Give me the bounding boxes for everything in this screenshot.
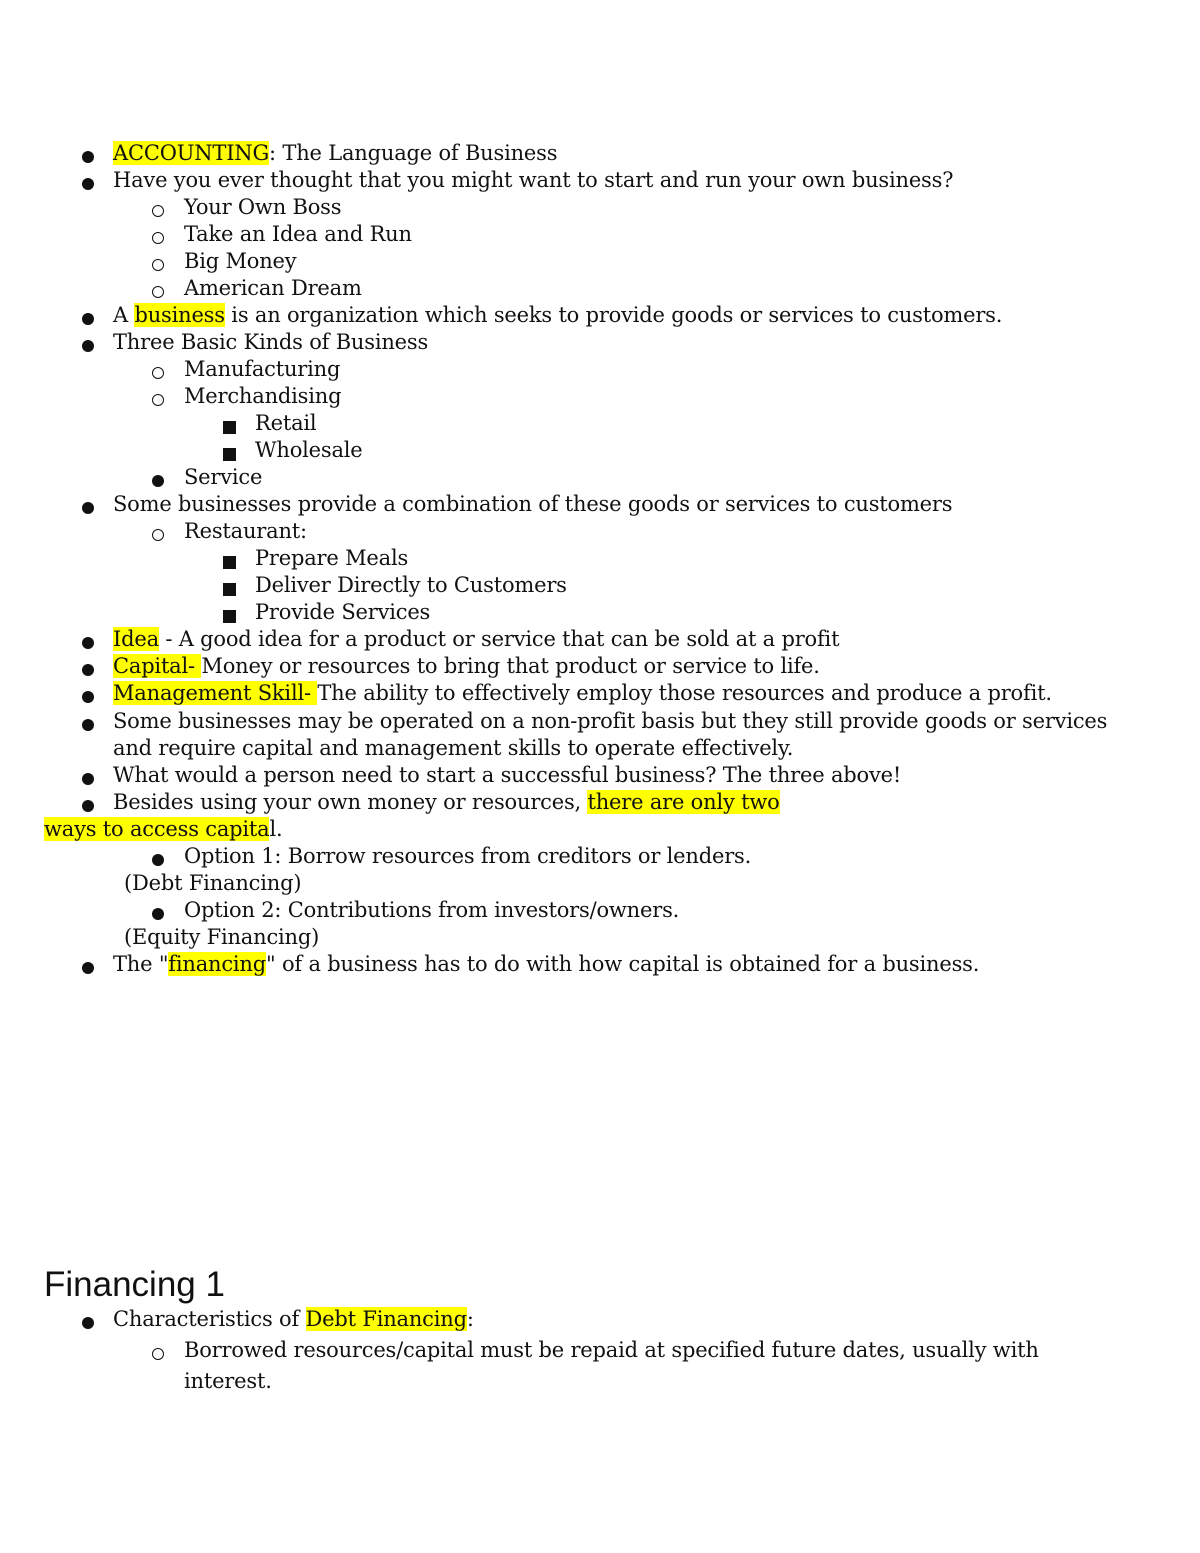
- bullet-disc-icon: [82, 502, 94, 514]
- bullet-circle-icon: [152, 205, 164, 217]
- highlight-capital: Capital-: [113, 654, 202, 678]
- bullet-disc-icon: [82, 637, 94, 649]
- list-item: Big Money: [184, 249, 297, 273]
- bullet-disc-icon: [152, 908, 164, 920]
- highlight-only-two: there are only two: [587, 790, 780, 814]
- list-item-note: (Equity Financing): [124, 925, 320, 949]
- bullet-disc-icon: [82, 340, 94, 352]
- list-item: Take an Idea and Run: [184, 222, 412, 246]
- list-item: Prepare Meals: [255, 546, 409, 570]
- list-item: The "financing" of a business has to do with how capital is obtained for a business.: [113, 952, 980, 976]
- list-item: Some businesses may be operated on a non-profit basis but they still provide goods or services: [113, 709, 1108, 733]
- list-item: Restaurant:: [184, 519, 307, 543]
- list-item: Borrowed resources/capital must be repaid at specified future dates, usually with: [184, 1338, 1039, 1362]
- bullet-disc-icon: [82, 962, 94, 974]
- bullet-square-icon: [223, 583, 236, 596]
- list-item: Besides using your own money or resources, there are only two: [113, 790, 780, 814]
- bullet-circle-icon: [152, 286, 164, 298]
- highlight-financing: financing: [168, 952, 267, 976]
- section-heading: Financing 1: [44, 1265, 225, 1304]
- highlight-management-skill: Management Skill-: [113, 681, 318, 705]
- bullet-square-icon: [223, 610, 236, 623]
- list-item: Option 1: Borrow resources from creditors or lenders.: [184, 844, 752, 868]
- list-item: Retail: [255, 411, 317, 435]
- bullet-disc-icon: [82, 151, 94, 163]
- list-item: Your Own Boss: [184, 195, 342, 219]
- list-item-continuation: ways to access capital.: [44, 817, 283, 841]
- list-item: Capital- Money or resources to bring that product or service to life.: [113, 654, 820, 678]
- list-item: Wholesale: [255, 438, 363, 462]
- list-item: A business is an organization which seeks to provide goods or services to customers.: [113, 303, 1003, 327]
- bullet-disc-icon: [82, 800, 94, 812]
- list-item: American Dream: [184, 276, 362, 300]
- highlight-idea: Idea: [113, 627, 159, 651]
- bullet-square-icon: [223, 448, 236, 461]
- bullet-circle-icon: [152, 1348, 164, 1360]
- bullet-disc-icon: [152, 475, 164, 487]
- bullet-square-icon: [223, 421, 236, 434]
- list-item: Option 2: Contributions from investors/owners.: [184, 898, 680, 922]
- list-item: Characteristics of Debt Financing:: [113, 1307, 474, 1331]
- bullet-square-icon: [223, 556, 236, 569]
- bullet-disc-icon: [152, 854, 164, 866]
- bullet-circle-icon: [152, 259, 164, 271]
- list-item: Three Basic Kinds of Business: [113, 330, 429, 354]
- bullet-circle-icon: [152, 367, 164, 379]
- list-item: Some businesses provide a combination of these goods or services to customers: [113, 492, 953, 516]
- bullet-circle-icon: [152, 394, 164, 406]
- bullet-disc-icon: [82, 178, 94, 190]
- bullet-disc-icon: [82, 691, 94, 703]
- highlight-business: business: [134, 303, 225, 327]
- list-item: Idea - A good idea for a product or service that can be sold at a profit: [113, 627, 840, 651]
- highlight-debt-financing: Debt Financing: [305, 1307, 467, 1331]
- bullet-disc-icon: [82, 664, 94, 676]
- list-item: Manufacturing: [184, 357, 341, 381]
- highlight-access-capital: ways to access capita: [44, 817, 270, 841]
- list-item: Service: [184, 465, 263, 489]
- bullet-disc-icon: [82, 773, 94, 785]
- list-item: Deliver Directly to Customers: [255, 573, 567, 597]
- list-item-note: (Debt Financing): [124, 871, 302, 895]
- list-item-continuation: and require capital and management skills to operate effectively.: [113, 736, 794, 760]
- bullet-disc-icon: [82, 719, 94, 731]
- highlight-accounting: ACCOUNTING: [113, 141, 270, 165]
- list-item: Provide Services: [255, 600, 431, 624]
- list-item: Have you ever thought that you might want to start and run your own business?: [113, 168, 954, 192]
- list-item-continuation: interest.: [184, 1369, 272, 1393]
- list-item: What would a person need to start a successful business? The three above!: [113, 763, 902, 787]
- bullet-circle-icon: [152, 529, 164, 541]
- bullet-disc-icon: [82, 1317, 94, 1329]
- bullet-disc-icon: [82, 313, 94, 325]
- list-item: Management Skill- The ability to effectively employ those resources and produce a profit.: [113, 681, 1052, 705]
- list-item: Merchandising: [184, 384, 342, 408]
- bullet-circle-icon: [152, 232, 164, 244]
- list-item: ACCOUNTING: The Language of Business: [113, 141, 558, 165]
